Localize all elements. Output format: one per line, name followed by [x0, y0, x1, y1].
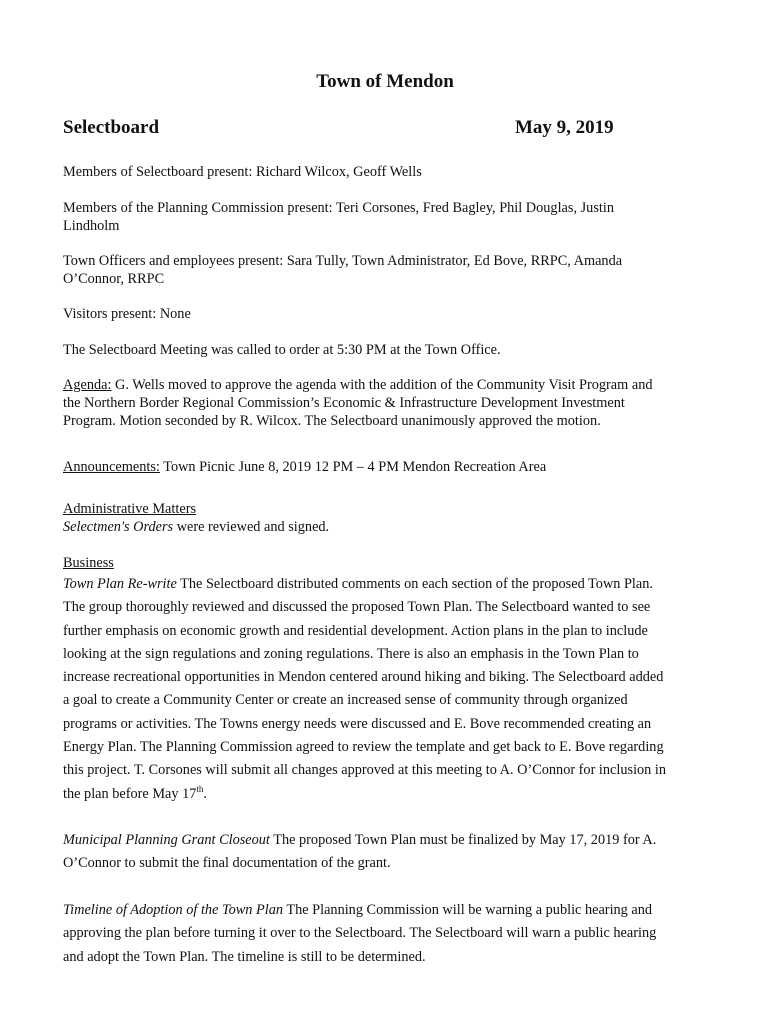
- business-heading: [63, 554, 713, 572]
- town-plan-line-6: programs or activities. The Towns energy needs were discussed and E. Bove recommended creating an: [63, 715, 652, 732]
- town-plan-last-sup: th: [196, 783, 204, 794]
- selectmens-orders-text: were reviewed and signed.: [173, 519, 330, 535]
- visitors-present: Visitors present: None: [63, 306, 191, 322]
- announcements-heading: Announcements:: [63, 459, 160, 475]
- document-title: Town of Mendon: [316, 71, 454, 92]
- town-plan-line-5: a goal to create a Community Center or create an increased sense of community through organized: [63, 692, 628, 709]
- planning-grant-closeout: [63, 829, 713, 876]
- town-plan-rewrite: [63, 573, 713, 806]
- grant-label: Municipal Planning Grant Closeout: [63, 832, 270, 848]
- planning-line-2: Lindholm: [63, 218, 120, 234]
- announcements-text: Town Picnic June 8, 2019 12 PM – 4 PM Mendon Recreation Area: [159, 459, 547, 475]
- grant-line-2: O’Connor to submit the final documentation of the grant.: [63, 855, 391, 872]
- planning-line-1: Members of the Planning Commission present: Teri Corsones, Fred Bagley, Phil Douglas, Justin: [63, 200, 614, 216]
- business-heading-text: Business: [63, 555, 114, 571]
- adoption-timeline: [63, 899, 713, 969]
- agenda-section: [63, 376, 713, 430]
- grant-line-1: The proposed Town Plan must be finalized by May 17, 2019 for A.: [269, 832, 657, 848]
- call-to-order: The Selectboard Meeting was called to order at 5:30 PM at the Town Office.: [63, 342, 501, 358]
- town-plan-line-4: increase recreational opportunities in Mendon centered around hiking and biking. The Selectboard added: [63, 669, 664, 686]
- town-plan-line-7: Energy Plan. The Planning Commission agreed to review the template and get back to E. Bove regarding: [63, 739, 664, 756]
- officers-line-2: O’Connor, RRPC: [63, 271, 165, 287]
- town-plan-line-2: further emphasis on economic growth and residential development. Action plans in the plan to include: [63, 622, 648, 639]
- town-officers: [63, 252, 713, 288]
- announcements-section: [63, 458, 713, 476]
- timeline-line-2: approving the plan before turning it over to the Selectboard. The Selectboard will warn a public hearing: [63, 925, 657, 942]
- meeting-date: May 9, 2019: [515, 117, 614, 138]
- agenda-heading: Agenda:: [63, 377, 112, 393]
- officers-line-1: Town Officers and employees present: Sara Tully, Town Administrator, Ed Bove, RRPC, Amanda: [63, 253, 623, 269]
- planning-commission-members: [63, 199, 713, 235]
- town-plan-line-8: this project. T. Corsones will submit all changes approved at this meeting to A. O’Connor for inclusion in: [63, 762, 667, 779]
- selectmens-orders-label: Selectmen's Orders: [63, 519, 174, 535]
- agenda-line-3: Program. Motion seconded by R. Wilcox. The Selectboard unanimously approved the motion.: [63, 413, 601, 429]
- town-plan-line-1: The group thoroughly reviewed and discussed the proposed Town Plan. The Selectboard wanted to see: [63, 599, 651, 616]
- board-name: Selectboard: [63, 117, 160, 138]
- town-plan-line-3: looking at the sign regulations and zoning regulations. There is also an emphasis in the Town Plan to: [63, 645, 639, 662]
- town-plan-last-line: the plan before May 17: [63, 785, 197, 802]
- town-plan-label: Town Plan Re-write: [63, 576, 177, 592]
- selectboard-members: Members of Selectboard present: Richard Wilcox, Geoff Wells: [63, 164, 422, 180]
- agenda-line-1: G. Wells moved to approve the agenda with the addition of the Community Visit Program and: [111, 377, 653, 393]
- timeline-line-3: and adopt the Town Plan. The timeline is still to be determined.: [63, 948, 426, 965]
- town-plan-last-end: .: [203, 785, 207, 802]
- timeline-line-1: The Planning Commission will be warning a public hearing and: [283, 902, 653, 918]
- town-plan-line-0: The Selectboard distributed comments on each section of the proposed Town Plan.: [176, 576, 653, 592]
- timeline-label: Timeline of Adoption of the Town Plan: [63, 902, 284, 918]
- agenda-line-2: the Northern Border Regional Commission’s Economic & Infrastructure Development Investment: [63, 395, 625, 411]
- administrative-section: [63, 500, 713, 536]
- administrative-heading: Administrative Matters: [63, 501, 197, 517]
